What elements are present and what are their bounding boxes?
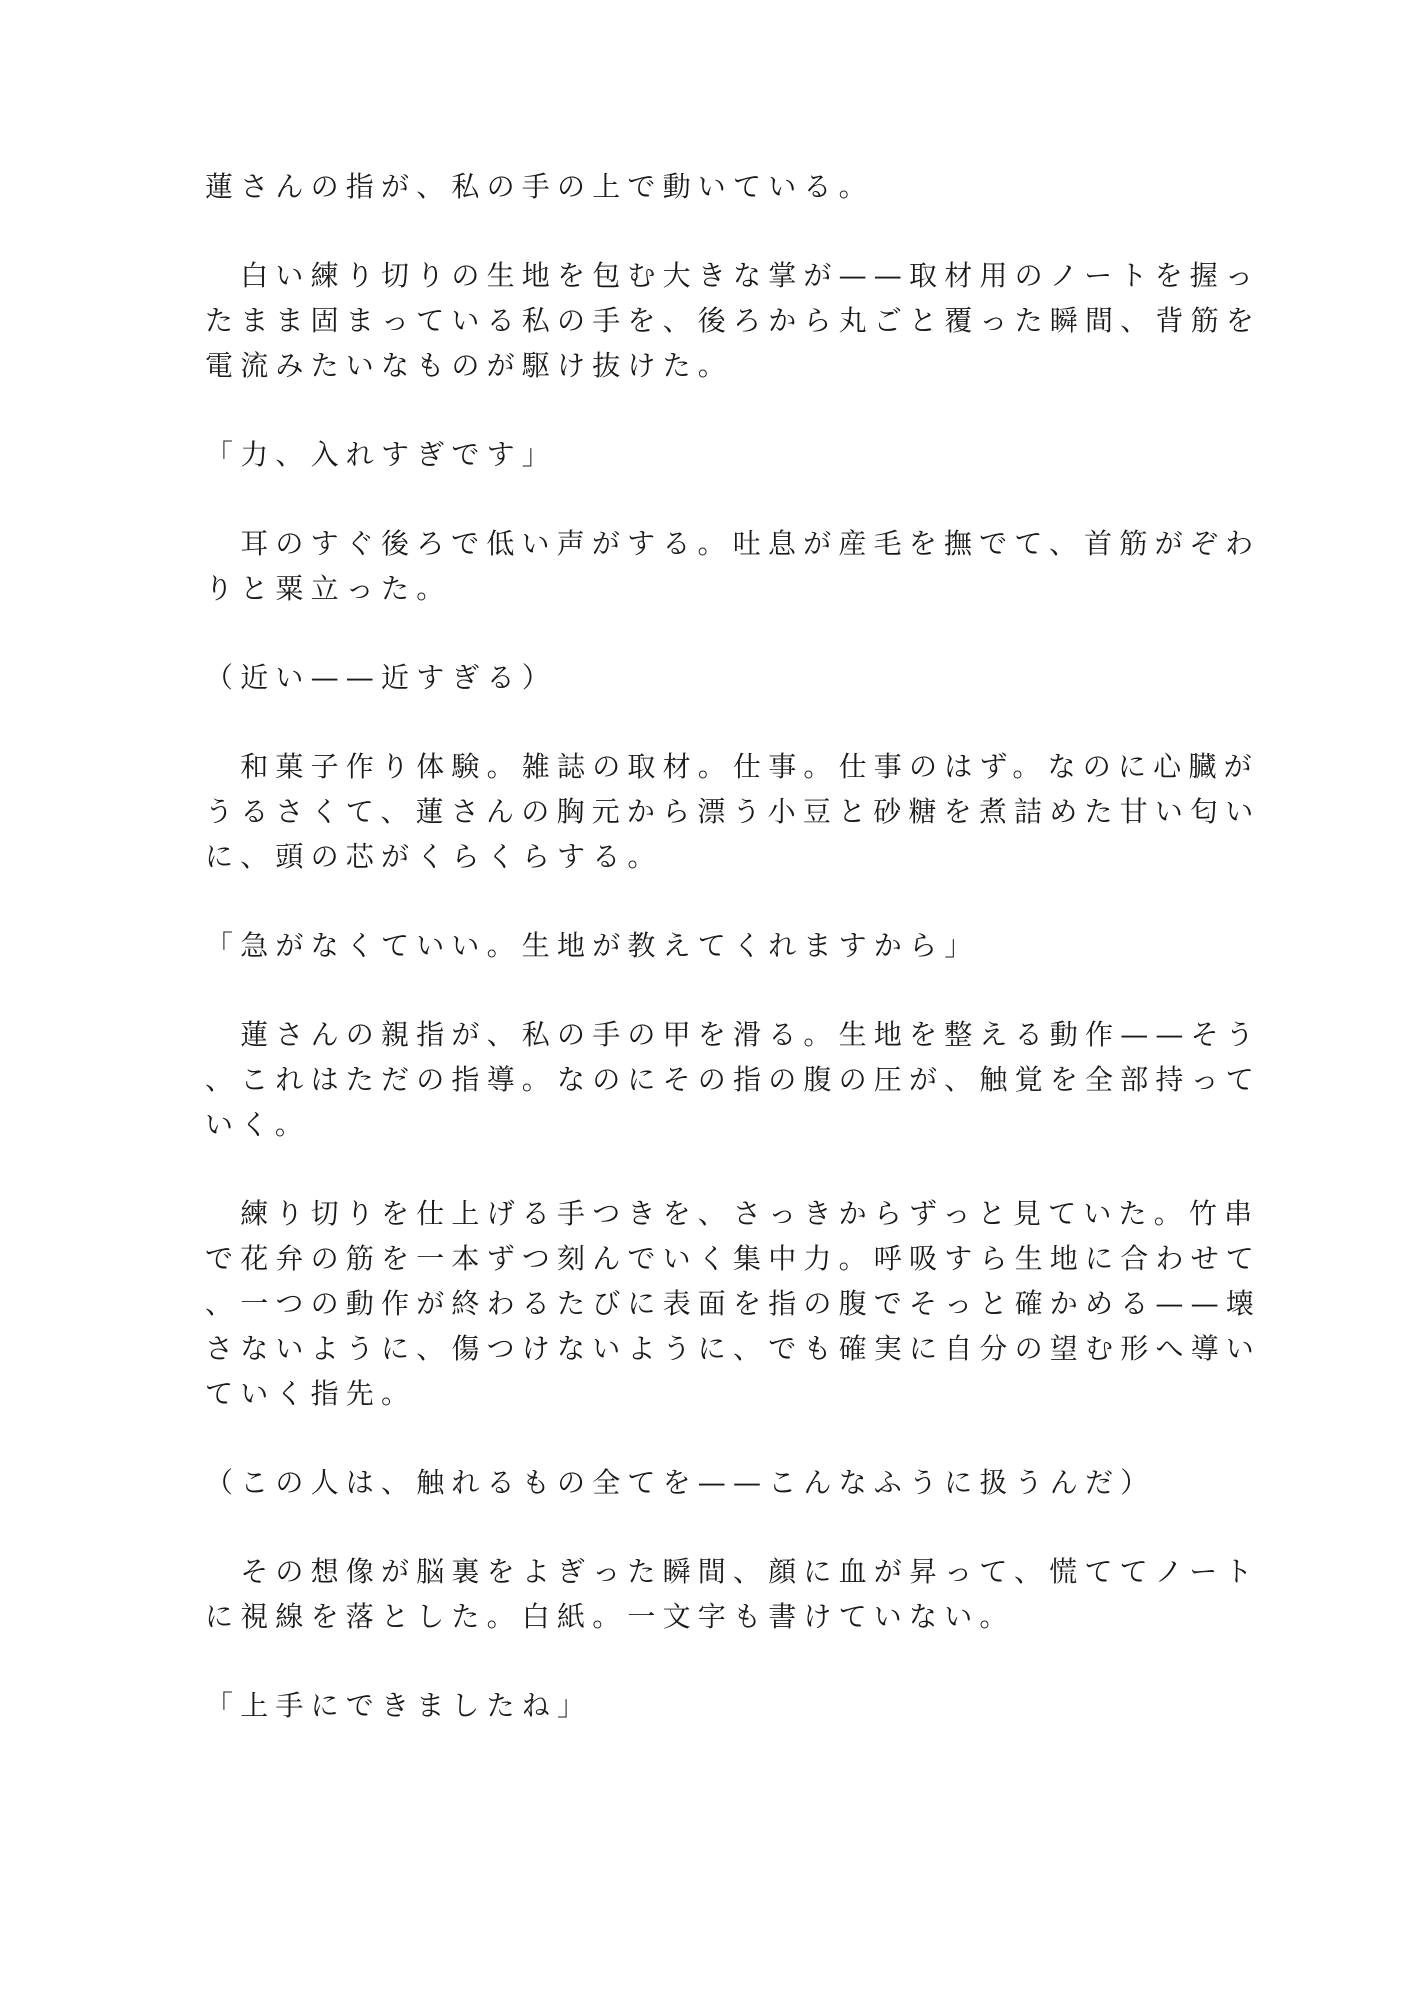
paragraph-gap [205,1416,1205,1460]
text-line: に視線を落とした。白紙。一文字も書けていない。 [205,1600,1015,1633]
paragraph [205,432,1205,477]
text-line: さないように、傷つけないように、でも確実に自分の望む形へ導い [205,1332,1262,1365]
text-line: 白い練り切りの生地を包む大きな掌が——取材用のノートを握っ [205,259,1261,292]
paragraph [205,1191,1262,1416]
text-line: 「急がなくていい。生地が教えてくれますから」 [205,929,980,962]
text-line: その想像が脳裏をよぎった瞬間、顔に血が昇って、慌ててノート [205,1555,1260,1588]
paragraph-gap [205,209,1205,253]
text-line: たまま固まっている私の手を、後ろから丸ごと覆った瞬間、背筋を [205,304,1262,337]
paragraph [205,164,1205,209]
paragraph [205,253,1262,388]
text-line: いく。 [205,1108,311,1141]
text-line: で花弁の筋を一本ずつ刻んでいく集中力。呼吸すら生地に合わせて [205,1242,1262,1275]
paragraph [205,655,1205,700]
paragraph-gap [205,611,1205,655]
paragraph [205,1549,1260,1639]
paragraph-gap [205,1505,1205,1549]
paragraph-gap [205,879,1205,923]
text-line: 、これはただの指導。なのにその指の腹の圧が、触覚を全部持って [205,1063,1262,1096]
text-line: （近い——近すぎる） [205,661,558,694]
text-line: 「上手にできましたね」 [205,1689,593,1722]
text-line: 電流みたいなものが駆け抜けた。 [205,349,734,382]
paragraph-gap [205,477,1205,521]
paragraph [205,1683,1205,1728]
paragraph [205,521,1261,611]
text-line: 、一つの動作が終わるたびに表面を指の腹でそっと確かめる——壊 [205,1287,1262,1320]
paragraph-gap [205,1147,1205,1191]
paragraph [205,1460,1205,1505]
text-line: 蓮さんの指が、私の手の上で動いている。 [205,170,874,203]
text-line: （この人は、触れるもの全てを——こんなふうに扱うんだ） [205,1466,1156,1499]
paragraph-gap [205,1639,1205,1683]
paragraph-gap [205,968,1205,1012]
text-line: 和菓子作り体験。雑誌の取材。仕事。仕事のはず。なのに心臓が [205,750,1259,783]
paragraph [205,1012,1262,1147]
text-line: ていく指先。 [205,1377,417,1410]
text-line: りと粟立った。 [205,572,452,605]
text-line: に、頭の芯がくらくらする。 [205,840,663,873]
paragraph [205,744,1261,879]
text-line: 練り切りを仕上げる手つきを、さっきからずっと見ていた。竹串 [205,1197,1260,1230]
paragraph-gap [205,700,1205,744]
text-line: 「力、入れすぎです」 [205,438,558,471]
paragraph-gap [205,388,1205,432]
text-line: うるさくて、蓮さんの胸元から漂う小豆と砂糖を煮詰めた甘い匂い [205,795,1261,828]
text-line: 蓮さんの親指が、私の手の甲を滑る。生地を整える動作——そう [205,1018,1262,1051]
text-line: 耳のすぐ後ろで低い声がする。吐息が産毛を撫でて、首筋がぞわ [205,527,1261,560]
body-text [205,164,1262,1728]
paragraph [205,923,1205,968]
